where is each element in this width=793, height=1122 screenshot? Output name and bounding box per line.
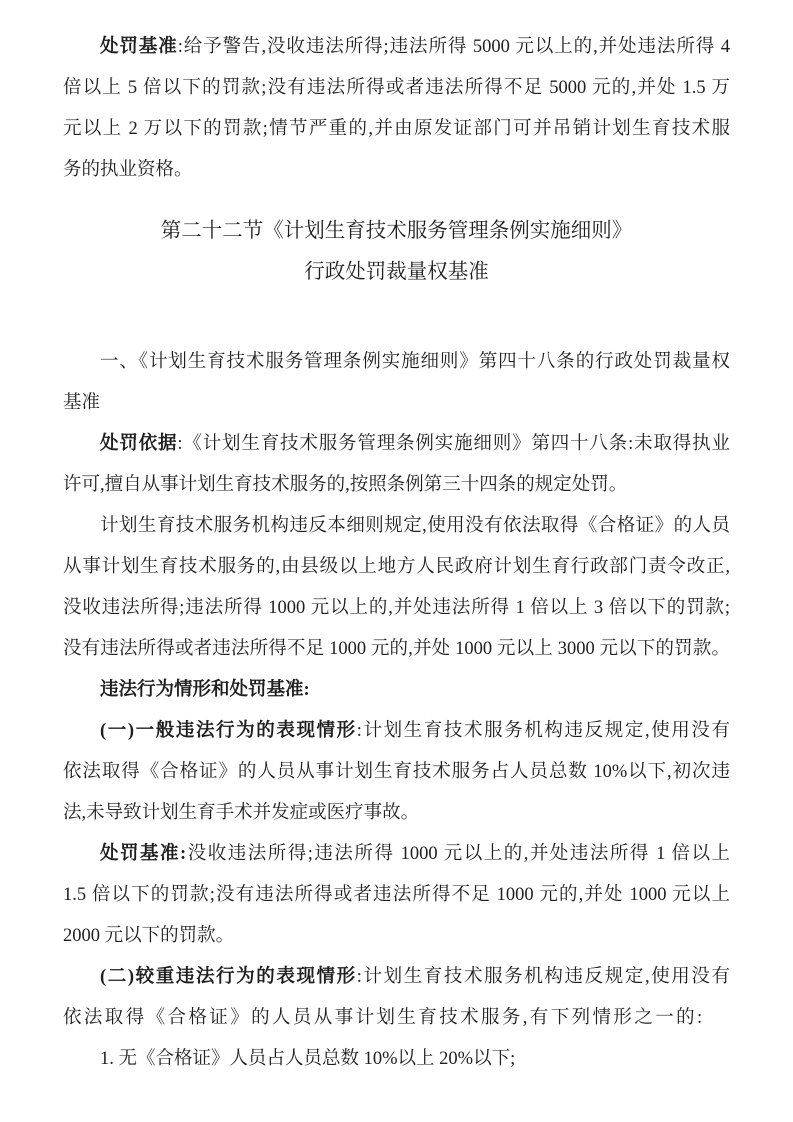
serious-illegal-line-2: 依法取得《合格证》的人员从事计划生育技术服务,有下列情形之一的: bbox=[63, 1008, 705, 1028]
general-illegal-line-3: 法,未导致计划生育手术并发症或医疗事故。 bbox=[63, 803, 420, 823]
penalty-basis-general-line-2: 1.5 倍以下的罚款;没有违法所得或者违法所得不足 1000 元的,并处 1000 元以上 bbox=[63, 885, 730, 905]
item-one-title-line-1: 一、《计划生育技术服务管理条例实施细则》第四十八条的行政处罚裁量权 bbox=[100, 352, 730, 372]
penalty-basis-intro-line-1 bbox=[63, 27, 730, 68]
section-heading-line-1: 第二十二节《计划生育技术服务管理条例实施细则》 bbox=[160, 220, 633, 242]
penalty-according-line-1-text: :《计划生育技术服务管理条例实施细则》第四十八条:未取得执业 bbox=[177, 434, 730, 454]
penalty-basis-intro-line-4: 务的执业资格。 bbox=[63, 160, 193, 180]
item-one-title-line-2: 基准 bbox=[63, 393, 101, 413]
illegal-situations-heading-label: 违法行为情形和处罚基准: bbox=[100, 680, 310, 700]
penalty-according-line-2: 许可,擅自从事计划生育技术服务的,按照条例第三十四条的规定处罚。 bbox=[63, 475, 628, 495]
serious-illegal-label: (二)较重违法行为的表现情形 bbox=[100, 967, 357, 987]
section-heading-line-2: 行政处罚裁量权基准 bbox=[304, 261, 489, 283]
regulation-detail-line-1: 计划生育技术服务机构违反本细则规定,使用没有依法取得《合格证》的人员 bbox=[100, 516, 730, 536]
general-illegal-line-1 bbox=[63, 711, 730, 752]
section-heading bbox=[63, 211, 730, 293]
blank-line bbox=[63, 293, 730, 342]
general-illegal-label: (一)一般违法行为的表现情形 bbox=[100, 721, 357, 741]
serious-illegal-line-1 bbox=[63, 957, 730, 998]
penalty-basis-intro-line-3: 元以上 2 万以下的罚款;情节严重的,并由原发证部门可并吊销计划生育技术服 bbox=[63, 119, 730, 139]
general-illegal-line-2: 依法取得《合格证》的人员从事计划生育技术服务占人员总数 10%以下,初次违 bbox=[63, 762, 730, 782]
penalty-according-label: 处罚依据 bbox=[100, 434, 178, 454]
regulation-detail-line-4: 没有违法所得或者违法所得不足 1000 元的,并处 1000 元以上 3000 元以下的罚款。 bbox=[63, 639, 730, 659]
penalty-basis-intro-line-1-text: :给予警告,没收违法所得;违法所得 5000 元以上的,并处违法所得 4 bbox=[177, 37, 730, 57]
regulation-detail-line-2: 从事计划生育技术服务的,由县级以上地方人民政府计划生育行政部门责令改正, bbox=[63, 557, 730, 577]
penalty-basis-general-line-1 bbox=[63, 834, 730, 875]
penalty-basis-general-line-1-text: 没收违法所得;违法所得 1000 元以上的,并处违法所得 1 倍以上 bbox=[186, 844, 730, 864]
penalty-basis-general-line-3: 2000 元以下的罚款。 bbox=[63, 926, 235, 946]
penalty-basis-general-label: 处罚基准: bbox=[100, 844, 187, 864]
general-illegal-line-1-text: :计划生育技术服务机构违反规定,使用没有 bbox=[356, 721, 730, 741]
penalty-basis-intro-label: 处罚基准 bbox=[100, 37, 178, 57]
regulation-detail-line-3: 没收违法所得;违法所得 1000 元以上的,并处违法所得 1 倍以上 3 倍以下的罚款; bbox=[63, 598, 730, 618]
illegal-situations-heading bbox=[63, 670, 730, 711]
penalty-basis-intro-line-2: 倍以上 5 倍以下的罚款;没有违法所得或者违法所得不足 5000 元的,并处 1.5 万 bbox=[63, 78, 730, 98]
serious-illegal-line-1-text: :计划生育技术服务机构违反规定,使用没有 bbox=[356, 967, 730, 987]
penalty-according-line-1 bbox=[63, 424, 730, 465]
serious-illegal-item-1: 1. 无《合格证》人员占人员总数 10%以上 20%以下; bbox=[100, 1049, 516, 1069]
